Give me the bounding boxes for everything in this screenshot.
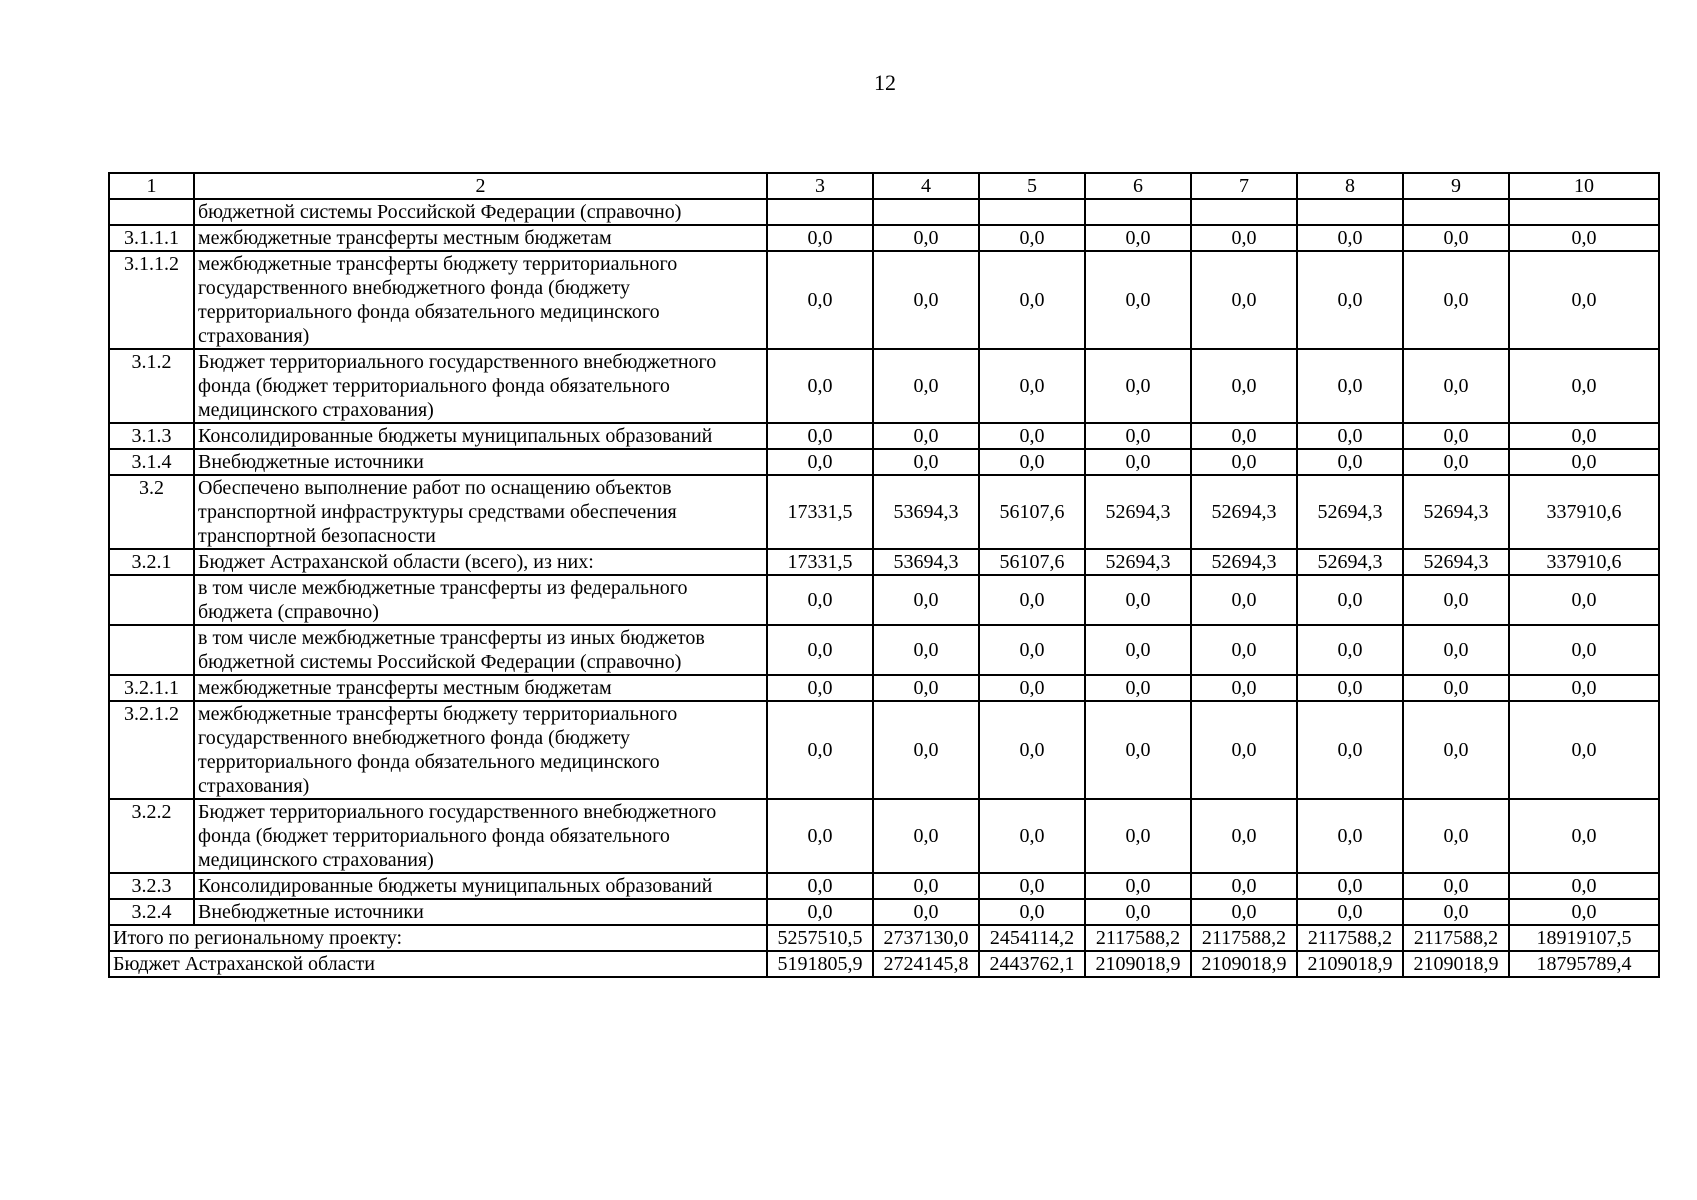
row-value: 0,0	[1191, 251, 1297, 349]
row-code: 3.1.1.2	[109, 251, 194, 349]
row-value: 0,0	[1509, 799, 1659, 873]
table-row	[109, 701, 1659, 799]
row-value: 0,0	[979, 873, 1085, 899]
row-value: 0,0	[767, 449, 873, 475]
header-cell: 3	[767, 173, 873, 199]
row-code: 3.1.1.1	[109, 225, 194, 251]
row-value: 0,0	[1085, 899, 1191, 925]
row-value: 0,0	[1191, 349, 1297, 423]
row-value: 56107,6	[979, 475, 1085, 549]
row-value: 0,0	[1085, 799, 1191, 873]
row-value: 0,0	[873, 675, 979, 701]
row-code: 3.2.1.1	[109, 675, 194, 701]
row-value: 0,0	[979, 575, 1085, 625]
budget-table	[108, 172, 1660, 978]
row-value: 0,0	[1297, 899, 1403, 925]
row-value: 0,0	[1085, 675, 1191, 701]
row-value: 0,0	[1297, 799, 1403, 873]
row-value: 0,0	[1085, 225, 1191, 251]
row-name: Консолидированные бюджеты муниципальных образований	[194, 873, 767, 899]
row-value: 0,0	[767, 899, 873, 925]
row-value: 0,0	[1191, 675, 1297, 701]
row-value: 0,0	[979, 799, 1085, 873]
row-value: 0,0	[979, 625, 1085, 675]
row-value: 0,0	[1509, 675, 1659, 701]
table-row	[109, 899, 1659, 925]
row-value: 0,0	[1191, 899, 1297, 925]
row-name: Бюджет Астраханской области (всего), из них:	[194, 549, 767, 575]
row-code: 3.1.2	[109, 349, 194, 423]
row-value	[873, 199, 979, 225]
row-value: 0,0	[1191, 575, 1297, 625]
row-name: межбюджетные трансферты местным бюджетам	[194, 675, 767, 701]
row-value: 0,0	[1403, 625, 1509, 675]
table-body	[109, 173, 1659, 977]
row-value: 0,0	[1509, 873, 1659, 899]
row-value: 52694,3	[1297, 549, 1403, 575]
header-cell: 8	[1297, 173, 1403, 199]
row-value: 0,0	[979, 251, 1085, 349]
header-cell: 10	[1509, 173, 1659, 199]
table-row	[109, 873, 1659, 899]
row-value: 0,0	[1085, 251, 1191, 349]
total-label: Бюджет Астраханской области	[109, 951, 767, 977]
header-cell: 7	[1191, 173, 1297, 199]
header-row	[109, 173, 1659, 199]
total-value: 18795789,4	[1509, 951, 1659, 977]
row-value: 53694,3	[873, 475, 979, 549]
row-value: 0,0	[873, 225, 979, 251]
row-value: 0,0	[767, 423, 873, 449]
row-value: 0,0	[767, 799, 873, 873]
row-name: Консолидированные бюджеты муниципальных образований	[194, 423, 767, 449]
row-value: 0,0	[1191, 701, 1297, 799]
row-code	[109, 199, 194, 225]
table-row	[109, 423, 1659, 449]
row-value: 0,0	[1297, 225, 1403, 251]
row-value: 0,0	[979, 423, 1085, 449]
row-code: 3.2.3	[109, 873, 194, 899]
row-name: бюджетной системы Российской Федерации (справочно)	[194, 199, 767, 225]
row-value: 0,0	[767, 251, 873, 349]
table-row	[109, 549, 1659, 575]
row-value: 0,0	[1403, 251, 1509, 349]
row-value: 0,0	[767, 625, 873, 675]
row-value: 0,0	[1403, 701, 1509, 799]
row-value: 0,0	[1085, 423, 1191, 449]
row-value: 0,0	[1085, 625, 1191, 675]
row-name: в том числе межбюджетные трансферты из федерального бюджета (справочно)	[194, 575, 767, 625]
row-value: 0,0	[1191, 625, 1297, 675]
row-code	[109, 625, 194, 675]
total-value: 2109018,9	[1191, 951, 1297, 977]
row-value: 52694,3	[1403, 475, 1509, 549]
row-value: 0,0	[1403, 349, 1509, 423]
row-value: 0,0	[873, 625, 979, 675]
row-value: 0,0	[1403, 575, 1509, 625]
row-value	[767, 199, 873, 225]
row-value: 52694,3	[1403, 549, 1509, 575]
table-row	[109, 625, 1659, 675]
row-value	[1297, 199, 1403, 225]
row-value: 0,0	[1191, 799, 1297, 873]
row-value: 52694,3	[1191, 475, 1297, 549]
row-code: 3.2.4	[109, 899, 194, 925]
row-code: 3.2	[109, 475, 194, 549]
header-cell: 2	[194, 173, 767, 199]
total-value: 2109018,9	[1085, 951, 1191, 977]
row-value: 0,0	[1297, 675, 1403, 701]
row-value: 17331,5	[767, 549, 873, 575]
header-cell: 6	[1085, 173, 1191, 199]
table-row	[109, 449, 1659, 475]
row-value	[1403, 199, 1509, 225]
row-value: 17331,5	[767, 475, 873, 549]
total-value: 2443762,1	[979, 951, 1085, 977]
row-value: 0,0	[1509, 251, 1659, 349]
table-row	[109, 475, 1659, 549]
row-value: 0,0	[1509, 225, 1659, 251]
row-value: 0,0	[979, 899, 1085, 925]
row-value: 0,0	[873, 873, 979, 899]
page-number: 12	[874, 70, 896, 95]
row-name: межбюджетные трансферты бюджету территориального государственного внебюджетного фонда (бюджету территориального фонда обязательного медицинского страхования)	[194, 701, 767, 799]
row-value: 0,0	[1403, 225, 1509, 251]
total-value: 2117588,2	[1297, 925, 1403, 951]
table-row	[109, 199, 1659, 225]
row-value: 0,0	[1191, 449, 1297, 475]
table-row	[109, 675, 1659, 701]
total-value: 2109018,9	[1403, 951, 1509, 977]
row-value: 0,0	[1509, 575, 1659, 625]
row-value: 0,0	[1297, 873, 1403, 899]
row-value: 0,0	[1509, 423, 1659, 449]
row-value: 0,0	[979, 225, 1085, 251]
table-row	[109, 251, 1659, 349]
row-value: 0,0	[1297, 349, 1403, 423]
row-value: 0,0	[1297, 575, 1403, 625]
row-code: 3.1.3	[109, 423, 194, 449]
row-value: 0,0	[1297, 423, 1403, 449]
total-value: 18919107,5	[1509, 925, 1659, 951]
row-value: 53694,3	[873, 549, 979, 575]
table-row	[109, 349, 1659, 423]
row-value: 0,0	[767, 701, 873, 799]
row-name: Бюджет территориального государственного внебюджетного фонда (бюджет территориального фонда обязательного медицинского страхования)	[194, 349, 767, 423]
row-value: 0,0	[873, 799, 979, 873]
row-value: 0,0	[1403, 899, 1509, 925]
row-code: 3.2.2	[109, 799, 194, 873]
row-value: 0,0	[1191, 225, 1297, 251]
header-cell: 4	[873, 173, 979, 199]
row-value: 0,0	[1085, 873, 1191, 899]
total-label: Итого по региональному проекту:	[109, 925, 767, 951]
row-value: 0,0	[873, 349, 979, 423]
row-value: 337910,6	[1509, 549, 1659, 575]
row-value: 0,0	[979, 349, 1085, 423]
row-value	[979, 199, 1085, 225]
row-code: 3.2.1	[109, 549, 194, 575]
row-name: Обеспечено выполнение работ по оснащению объектов транспортной инфраструктуры средствами обеспечения транспортной безопасности	[194, 475, 767, 549]
total-row	[109, 925, 1659, 951]
row-value: 0,0	[1191, 423, 1297, 449]
row-value: 0,0	[873, 575, 979, 625]
row-code: 3.2.1.2	[109, 701, 194, 799]
total-value: 2109018,9	[1297, 951, 1403, 977]
row-value: 0,0	[1509, 349, 1659, 423]
row-name: в том числе межбюджетные трансферты из иных бюджетов бюджетной системы Российской Федерации (справочно)	[194, 625, 767, 675]
row-value: 0,0	[1403, 449, 1509, 475]
header-cell: 9	[1403, 173, 1509, 199]
row-value: 0,0	[1297, 701, 1403, 799]
table-row	[109, 575, 1659, 625]
total-value: 2454114,2	[979, 925, 1085, 951]
row-value: 0,0	[1403, 423, 1509, 449]
row-value: 0,0	[873, 449, 979, 475]
row-value: 0,0	[873, 899, 979, 925]
total-value: 2737130,0	[873, 925, 979, 951]
row-value: 0,0	[1509, 625, 1659, 675]
total-value: 2117588,2	[1085, 925, 1191, 951]
table-row	[109, 225, 1659, 251]
row-value: 0,0	[1509, 449, 1659, 475]
row-value: 0,0	[767, 225, 873, 251]
row-value: 337910,6	[1509, 475, 1659, 549]
total-value: 2724145,8	[873, 951, 979, 977]
row-value: 0,0	[979, 701, 1085, 799]
total-value: 5191805,9	[767, 951, 873, 977]
row-value: 56107,6	[979, 549, 1085, 575]
row-value: 0,0	[1085, 701, 1191, 799]
row-value: 0,0	[767, 675, 873, 701]
row-name: Внебюджетные источники	[194, 449, 767, 475]
total-row	[109, 951, 1659, 977]
header-cell: 5	[979, 173, 1085, 199]
row-value: 52694,3	[1085, 549, 1191, 575]
row-value: 0,0	[873, 423, 979, 449]
row-value: 0,0	[1509, 899, 1659, 925]
row-value: 0,0	[979, 675, 1085, 701]
row-value: 0,0	[767, 349, 873, 423]
row-name: Внебюджетные источники	[194, 899, 767, 925]
row-value: 0,0	[1297, 449, 1403, 475]
row-name: межбюджетные трансферты бюджету территориального государственного внебюджетного фонда (бюджету территориального фонда обязательного медицинского страхования)	[194, 251, 767, 349]
row-value: 0,0	[1297, 625, 1403, 675]
row-name: Бюджет территориального государственного внебюджетного фонда (бюджет территориального фонда обязательного медицинского страхования)	[194, 799, 767, 873]
row-value: 52694,3	[1191, 549, 1297, 575]
row-code	[109, 575, 194, 625]
row-value: 0,0	[873, 251, 979, 349]
row-value: 0,0	[873, 701, 979, 799]
row-name: межбюджетные трансферты местным бюджетам	[194, 225, 767, 251]
row-value: 0,0	[1403, 873, 1509, 899]
row-value: 0,0	[1191, 873, 1297, 899]
row-value: 52694,3	[1085, 475, 1191, 549]
row-value	[1509, 199, 1659, 225]
row-value: 0,0	[767, 873, 873, 899]
row-value	[1085, 199, 1191, 225]
row-value	[1191, 199, 1297, 225]
row-value: 0,0	[1085, 575, 1191, 625]
row-value: 0,0	[1085, 449, 1191, 475]
total-value: 2117588,2	[1403, 925, 1509, 951]
row-value: 0,0	[1403, 675, 1509, 701]
table-row	[109, 799, 1659, 873]
row-value: 0,0	[1297, 251, 1403, 349]
row-code: 3.1.4	[109, 449, 194, 475]
header-cell: 1	[109, 173, 194, 199]
row-value: 0,0	[1085, 349, 1191, 423]
total-value: 5257510,5	[767, 925, 873, 951]
row-value: 0,0	[767, 575, 873, 625]
row-value: 0,0	[979, 449, 1085, 475]
row-value: 52694,3	[1297, 475, 1403, 549]
row-value: 0,0	[1509, 701, 1659, 799]
total-value: 2117588,2	[1191, 925, 1297, 951]
row-value: 0,0	[1403, 799, 1509, 873]
